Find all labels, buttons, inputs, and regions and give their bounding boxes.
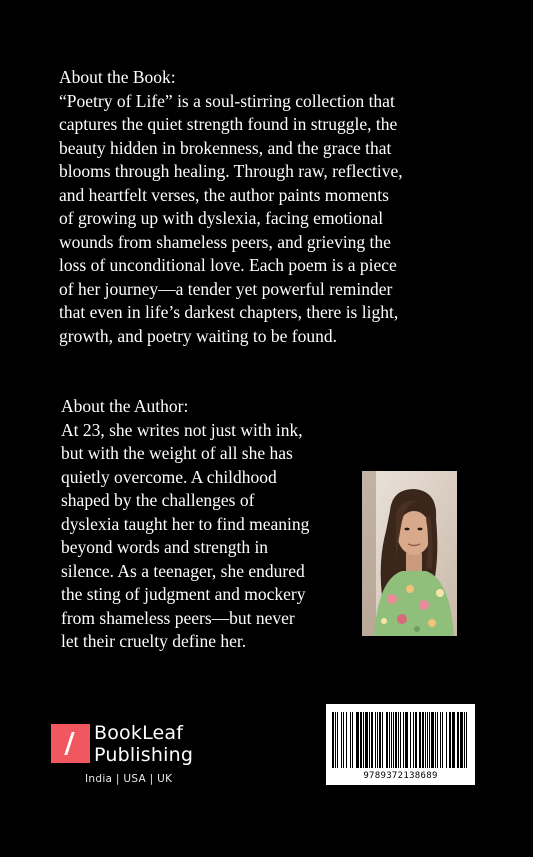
barcode-bar	[389, 712, 390, 768]
barcode-bar	[363, 712, 364, 768]
barcode-bar	[369, 712, 370, 768]
isbn-number: 9789372138689	[363, 771, 438, 781]
barcode-bar	[427, 712, 428, 768]
about-book-line: wounds from shameless peers, and grieving the	[59, 231, 391, 252]
barcode-bar	[405, 712, 408, 768]
barcode-bar	[371, 712, 373, 768]
barcode-bar	[413, 712, 414, 768]
barcode-bar	[460, 712, 463, 768]
publisher-name-line1: BookLeaf	[94, 722, 184, 744]
barcode-bar	[457, 712, 459, 768]
about-author-line: silence. As a teenager, she endured	[61, 560, 305, 581]
barcode-bar	[435, 712, 436, 768]
barcode-bar	[431, 712, 434, 768]
publisher-name-line2: Publishing	[94, 744, 194, 766]
barcode-bar	[400, 712, 401, 768]
barcode-bar	[350, 712, 351, 768]
about-author-line: let their cruelty define her.	[61, 631, 247, 651]
barcode-bar	[422, 712, 424, 768]
barcode-bar	[393, 712, 394, 768]
about-book-line: of her journey—a tender yet powerful reminder	[59, 278, 393, 299]
barcode-bar	[464, 712, 465, 768]
about-author-heading: About the Author:	[61, 396, 189, 416]
barcode-bar	[377, 712, 378, 768]
barcode-bar	[386, 712, 388, 768]
about-author-line: beyond words and strength in	[61, 537, 269, 557]
about-book-line: and heartfelt verses, the author paints moments	[59, 184, 389, 205]
barcode-bar	[437, 712, 438, 768]
barcode-bar	[379, 712, 381, 768]
about-book-line: beauty hidden in brokenness, and the grace that	[59, 137, 392, 158]
barcode-bars	[332, 712, 469, 770]
about-book-heading: About the Book:	[59, 67, 176, 87]
barcode-bar	[419, 712, 421, 768]
about-author-section	[61, 395, 361, 654]
barcode-bar	[375, 712, 376, 768]
barcode-bar	[365, 712, 368, 768]
barcode-bar	[382, 712, 383, 768]
barcode-bar	[403, 712, 404, 768]
about-book-line: captures the quiet strength found in struggle, the	[59, 114, 398, 134]
barcode-bar	[360, 712, 362, 768]
barcode-bar	[398, 712, 399, 768]
about-book-line: of growing up with dyslexia, facing emotional	[59, 208, 384, 228]
barcode-bar	[341, 712, 342, 768]
barcode-bar	[425, 712, 426, 768]
barcode-bar	[410, 712, 411, 768]
barcode-bar	[442, 712, 443, 768]
about-book-line: growth, and poetry waiting to be found.	[59, 325, 338, 346]
isbn-barcode	[326, 704, 475, 785]
barcode-bar	[356, 712, 359, 768]
barcode-bar	[452, 712, 455, 768]
about-author-line: quietly overcome. A childhood	[61, 466, 277, 487]
publisher-regions: India | USA | UK	[85, 773, 173, 785]
barcode-bar	[335, 712, 336, 768]
about-book-section	[59, 66, 479, 348]
barcode-bar	[352, 712, 353, 768]
barcode-bar	[343, 712, 344, 768]
about-book-line: blooms through healing. Through raw, reflective,	[59, 161, 403, 181]
about-author-line: from shameless peers—but never	[61, 607, 295, 628]
about-author-line: but with the weight of all she has	[61, 443, 293, 463]
barcode-bar	[446, 712, 447, 768]
barcode-bar	[440, 712, 441, 768]
about-author-line: the sting of judgment and mockery	[61, 584, 306, 604]
about-book-line: that even in life’s darkest chapters, there is light,	[59, 302, 399, 322]
barcode-bar	[346, 712, 347, 768]
about-book-line: loss of unconditional love. Each poem is a piece	[59, 255, 397, 275]
barcode-bar	[337, 712, 338, 768]
barcode-bar	[391, 712, 392, 768]
about-author-line: shaped by the challenges of	[61, 490, 255, 510]
author-photo	[362, 471, 457, 636]
barcode-bar	[332, 712, 334, 768]
about-book-line: “Poetry of Life” is a soul-stirring collection that	[59, 90, 395, 111]
author-portrait-illustration	[362, 471, 457, 636]
barcode-bar	[429, 712, 430, 768]
publisher-logo	[51, 724, 221, 794]
barcode-bar	[395, 712, 397, 768]
about-author-line: dyslexia taught her to find meaning	[61, 513, 310, 534]
slash-icon	[64, 732, 74, 755]
barcode-bar	[449, 712, 451, 768]
barcode-bar	[415, 712, 417, 768]
publisher-name	[94, 722, 193, 766]
about-author-line: At 23, she writes not just with ink,	[61, 419, 303, 440]
barcode-bar	[466, 712, 467, 768]
publisher-logo-mark	[51, 724, 90, 763]
